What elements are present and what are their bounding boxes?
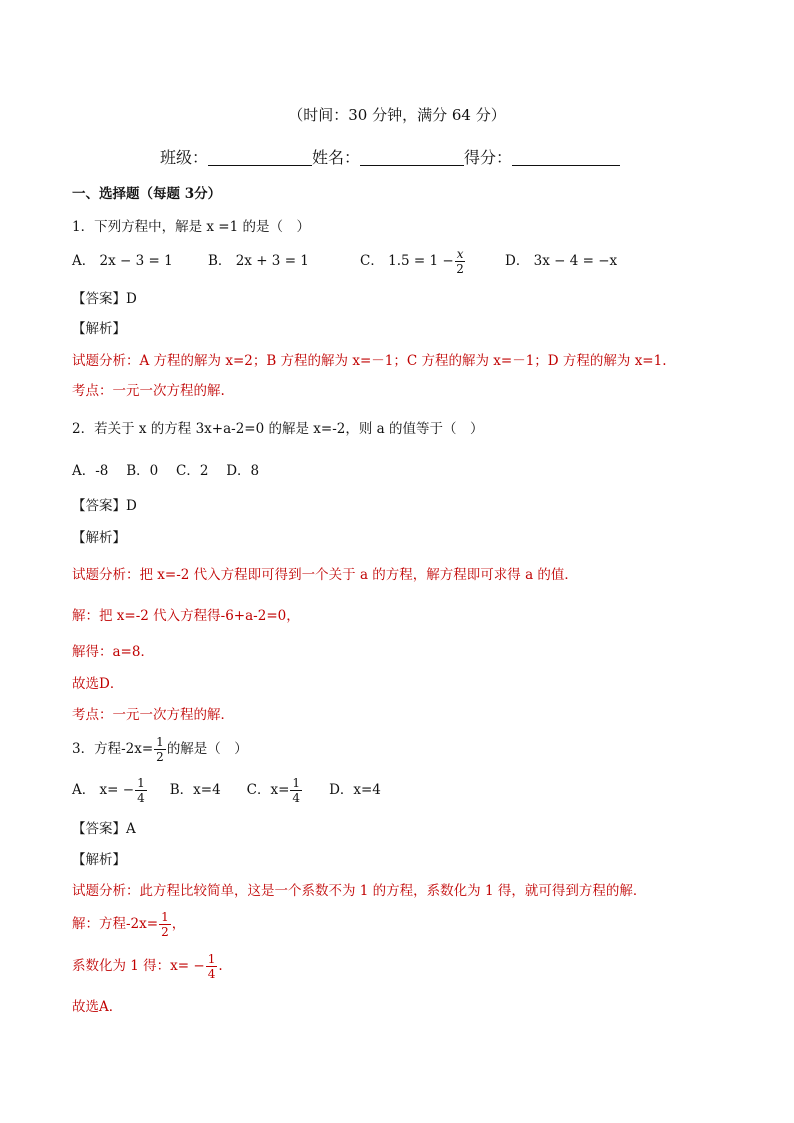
q3-stem-text: 3．方程-2x= — [72, 741, 154, 757]
score-label: 得分： — [464, 148, 513, 167]
q3-option-a: A． x= − $\frac{1}{4}$ — [72, 776, 145, 805]
q3-solution-2: 系数化为 1 得：x= − $\frac{1}{4}$ . — [72, 952, 223, 981]
q3-stem — [72, 731, 248, 767]
name-blank[interactable] — [360, 149, 464, 166]
q2-stem: 2．若关于 x 的方程 3x+a-2=0 的解是 x=-2，则 a 的值等于（ ） — [72, 421, 484, 437]
q1-option-d: D． 3x − 4 = −x — [505, 253, 618, 269]
q1-stem: 1．下列方程中，解是 x =1 的是（ ） — [72, 219, 310, 235]
q2-options: A．-8 B．0 C．2 D．8 — [72, 463, 260, 479]
q2-solution-2: 解得：a=8． — [72, 644, 154, 660]
q2-solution-1: 解：把 x=-2 代入方程得-6+a-2=0， — [72, 608, 300, 624]
q3-options — [72, 772, 381, 808]
q2-solution-3: 故选D． — [72, 676, 124, 692]
q3-stem-tail: 的解是（ ） — [166, 741, 248, 757]
q3-option-b: B．x=4 — [169, 782, 221, 798]
q3-answer: 【答案】A — [72, 821, 136, 837]
q1-option-b: B． 2x + 3 = 1 — [208, 253, 309, 269]
q1-option-c — [360, 242, 466, 280]
q2-analysis: 试题分析：把 x=-2 代入方程即可得到一个关于 a 的方程，解方程即可求得 a 的值． — [72, 567, 578, 583]
q1-answer: 【答案】D — [72, 291, 137, 307]
class-blank[interactable] — [208, 149, 312, 166]
section-title: 一、选择题（每题 3分） — [72, 186, 222, 202]
q1-option-c-fraction: $\frac{x}{2}$ — [456, 247, 464, 276]
q1-analysis: 试题分析：A 方程的解为 x=2；B 方程的解为 x=－1；C 方程的解为 x=－1；D 方程的解为 x=1. — [72, 353, 667, 369]
q3-stem-fraction: $\frac{1}{2}$ — [156, 735, 164, 764]
q3-analysis-label: 【解析】 — [72, 852, 126, 868]
q3-solution-3: 故选A． — [72, 999, 123, 1015]
info-row — [160, 148, 620, 168]
q1-option-a: A． 2x − 3 = 1 — [72, 253, 173, 269]
time-info: （时间：30 分钟，满分 64 分） — [288, 106, 506, 124]
q3-option-c: C．x= $\frac{1}{4}$ — [246, 776, 301, 805]
q2-kaodian: 考点：一元一次方程的解． — [72, 707, 234, 723]
class-label: 班级： — [160, 148, 209, 167]
q2-answer: 【答案】D — [72, 498, 137, 514]
q3-solution-1: 解：方程-2x= $\frac{1}{2}$ ， — [72, 910, 186, 939]
q3-analysis: 试题分析：此方程比较简单，这是一个系数不为 1 的方程，系数化为 1 得，就可得到方程的解． — [72, 883, 647, 899]
score-blank[interactable] — [512, 149, 620, 166]
q2-analysis-label: 【解析】 — [72, 530, 126, 546]
q1-analysis-label: 【解析】 — [72, 321, 126, 337]
q3-option-d: D．x=4 — [329, 782, 381, 798]
name-label: 姓名： — [312, 148, 361, 167]
q1-option-c-text: C． 1.5 = 1 − — [360, 253, 454, 269]
q1-kaodian: 考点：一元一次方程的解. — [72, 383, 225, 399]
